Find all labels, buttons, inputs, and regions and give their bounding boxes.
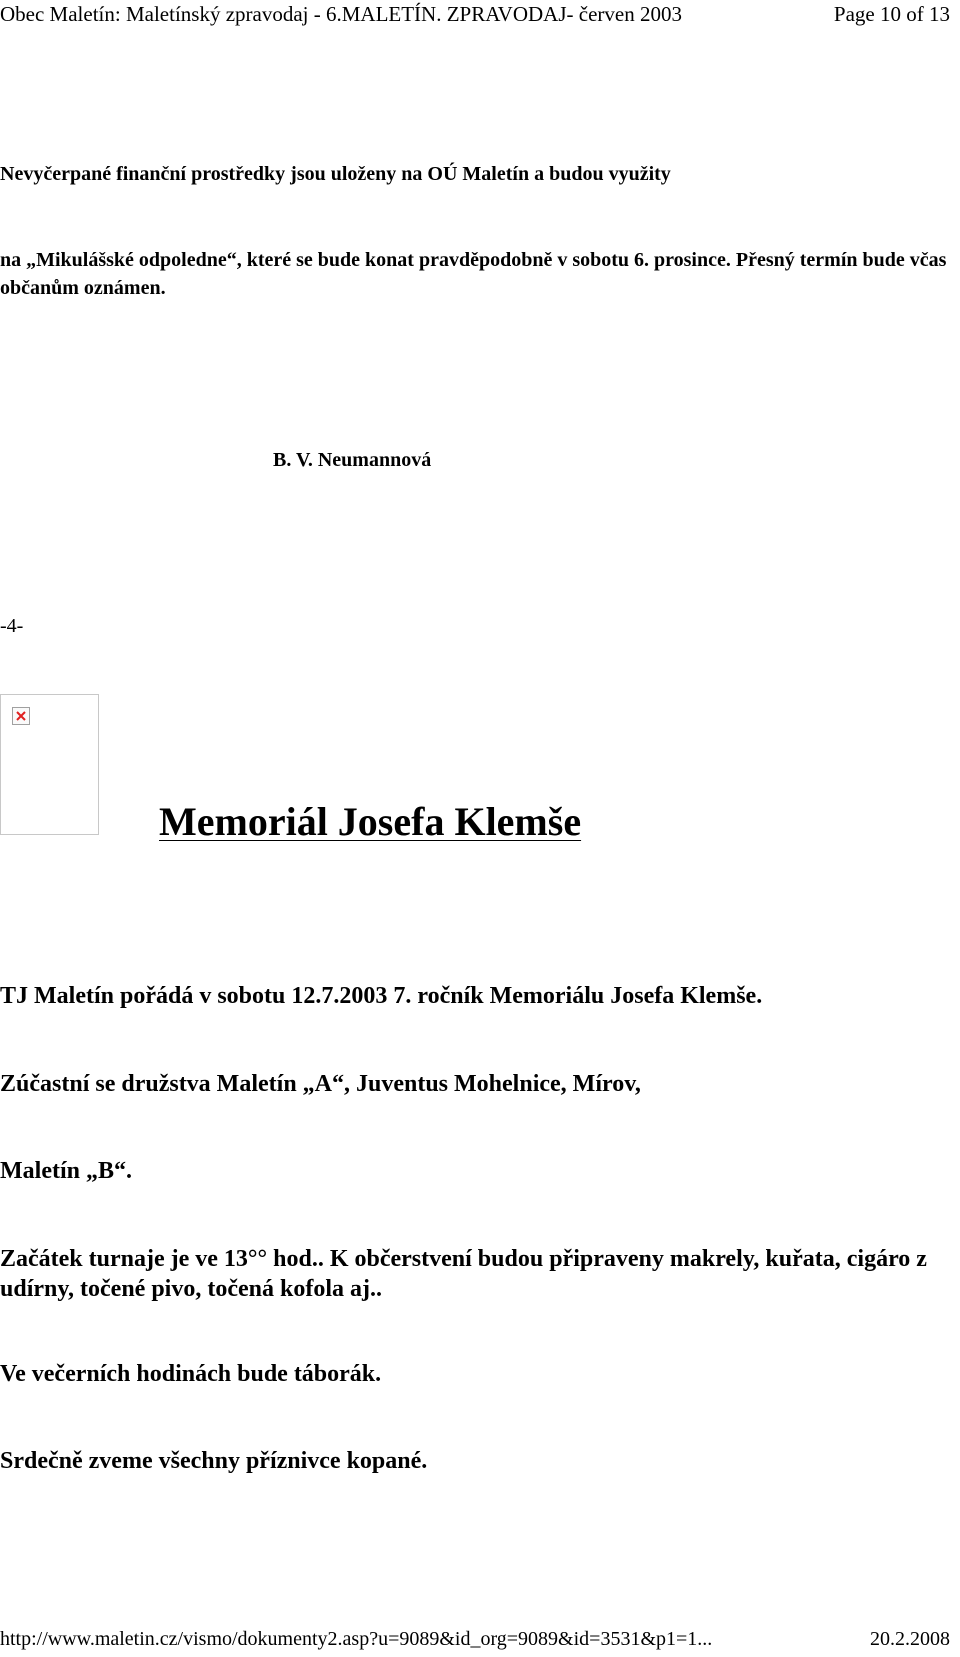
image-placeholder [0, 694, 99, 835]
broken-image-icon [12, 707, 30, 725]
memorial-line-5: Ve večerních hodinách bude táborák. [0, 1361, 382, 1387]
page-header-title: Obec Maletín: Maletínský zpravodaj - 6.MALETÍN. ZPRAVODAJ- červen 2003 [0, 2, 682, 26]
page-header-page-info: Page 10 of 13 [833, 2, 950, 26]
footer-url: http://www.maletin.cz/vismo/dokumenty2.asp?u=9089&id_org=9089&id=3531&p1=1... [0, 1628, 713, 1650]
footer-date: 20.2.2008 [870, 1628, 950, 1650]
memorial-heading: Memoriál Josefa Klemše [159, 799, 582, 844]
memorial-line-6: Srdečně zveme všechny příznivce kopané. [0, 1448, 428, 1474]
paragraph-funds: Nevyčerpané finanční prostředky jsou uloženy na OÚ Maletín a budou využity [0, 163, 671, 185]
memorial-line-2: Zúčastní se družstva Maletín „A“, Juventus Mohelnice, Mírov, [0, 1071, 641, 1097]
memorial-line-4: Začátek turnaje je ve 13°° hod.. K občerstvení budou připraveny makrely, kuřata, cigáro z udírny, točené pivo, točená kofola aj.. [0, 1246, 927, 1302]
signature: B. V. Neumannová [273, 449, 432, 471]
memorial-line-1: TJ Maletín pořádá v sobotu 12.7.2003 7. ročník Memoriálu Josefa Klemše. [0, 983, 763, 1009]
paragraph-event: na „Mikulášské odpoledne“, které se bude konat pravděpodobně v sobotu 6. prosince. Přesný termín bude včas občanům oznámen. [0, 249, 947, 299]
page-marker: -4- [0, 615, 24, 637]
memorial-line-3: Maletín „B“. [0, 1158, 132, 1184]
